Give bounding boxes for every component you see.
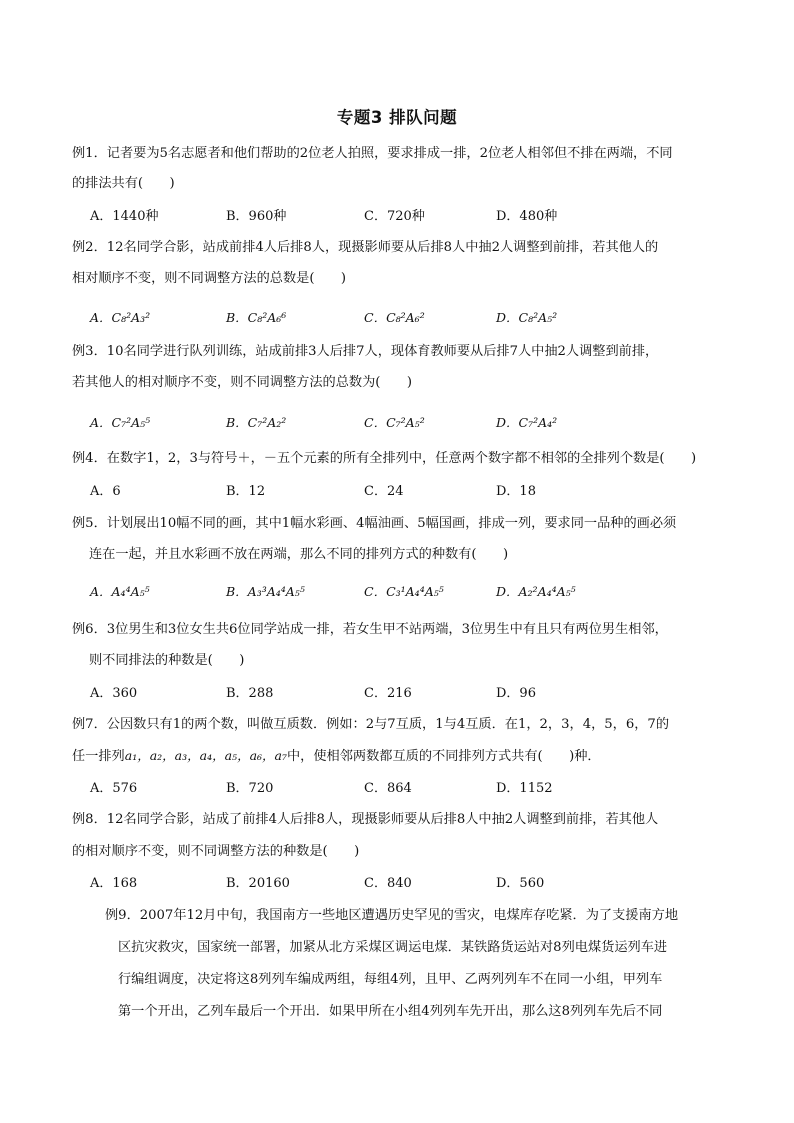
q8-option-c: C．840 xyxy=(364,876,412,891)
q3-option-c xyxy=(364,413,425,434)
q5-option-c xyxy=(364,582,444,603)
q7-option-c: C．864 xyxy=(364,781,412,796)
q6-option-b: B．288 xyxy=(226,686,274,701)
q2-option-d-text: D．C₈²A₅² xyxy=(496,310,558,325)
q2-option-c xyxy=(364,308,425,329)
q7-option-d: D．1152 xyxy=(496,781,553,796)
q2-stem-line-1: 例2．12名同学合影，站成前排4人后排8人，现摄影师要从后排8人中抽2人调整到前排，若其他人的 xyxy=(72,240,659,255)
q5-option-a-text: A．A₄⁴A₅⁵ xyxy=(90,584,150,599)
q8-option-a: A．168 xyxy=(90,876,138,891)
q5-stem-line-1: 例5．计划展出10幅不同的画，其中1幅水彩画、4幅油画、5幅国画，排成一列，要求同一品种的画必须 xyxy=(72,516,677,531)
q3-stem-line-2: 若其他人的相对顺序不变，则不同调整方法的总数为( ) xyxy=(72,375,412,390)
q5-stem-line-2: 连在一起，并且水彩画不放在两端，那么不同的排列方式的种数有( ) xyxy=(89,547,509,562)
q2-option-a-text: A．C₈²A₃² xyxy=(90,310,151,325)
q4-stem-line-1: 例4．在数字1，2，3与符号＋，－五个元素的所有全排列中，任意两个数字都不相邻的全排列个数是( ) xyxy=(72,451,697,466)
q6-option-a: A．360 xyxy=(90,686,138,701)
q7-stem-line-2-pre: 任一排列 xyxy=(72,749,125,764)
q4-option-c: C．24 xyxy=(364,484,404,499)
q3-option-c-text: C．C₇²A₅² xyxy=(364,415,425,430)
q5-option-c-text: C．C₃¹A₄⁴A₅⁵ xyxy=(364,584,444,599)
q6-option-d: D．96 xyxy=(496,686,536,701)
q1-option-a: A．1440种 xyxy=(90,209,159,224)
q2-option-a xyxy=(90,308,150,329)
q9-stem-line-4: 第一个开出，乙列车最后一个开出．如果甲所在小组4列列车先开出，那么这8列列车先后不同 xyxy=(118,1004,663,1019)
q2-option-b-text: B．C₈²A₆⁶ xyxy=(226,310,287,325)
q7-stem-line-2 xyxy=(72,746,732,767)
q9-stem-line-1: 例9．2007年12月中旬，我国南方一些地区遭遇历史罕见的雪灾，电煤库存吃紧．为了支援南方地 xyxy=(105,908,679,923)
q9-stem-line-2: 区抗灾救灾，国家统一部署，加紧从北方采煤区调运电煤．某铁路货运站对8列电煤货运列车进 xyxy=(118,940,668,955)
q7-option-b: B．720 xyxy=(226,781,274,796)
q8-option-d: D．560 xyxy=(496,876,545,891)
q5-option-d xyxy=(496,582,576,603)
q2-option-d xyxy=(496,308,557,329)
q1-option-c: C．720种 xyxy=(364,209,425,224)
q9-stem-line-3: 行编组调度，决定将这8列列车编成两组，每组4列，且甲、乙两列列车不在同一小组，甲列车 xyxy=(118,972,663,987)
q1-stem-line-1: 例1．记者要为5名志愿者和他们帮助的2位老人拍照，要求排成一排，2位老人相邻但不排在两端，不同 xyxy=(72,146,673,161)
page-title: 专题3 排队问题 xyxy=(336,108,458,127)
q4-option-d: D．18 xyxy=(496,484,536,499)
q6-stem-line-2: 则不同排法的种数是( ) xyxy=(89,653,245,668)
q2-option-b xyxy=(226,308,286,329)
q8-stem-line-1: 例8．12名同学合影，站成了前排4人后排8人，现摄影师要从后排8人中抽2人调整到前排，若其他人 xyxy=(72,812,659,827)
q7-permutation-sequence: a₁，a₂，a₃，a₄，a₅，a₆，a₇ xyxy=(124,748,287,763)
q3-stem-line-1: 例3．10名同学进行队列训练，站成前排3人后排7人，现体育教师要从后排7人中抽2人调整到前排， xyxy=(72,344,659,359)
q3-option-d-text: D．C₇²A₄² xyxy=(496,415,558,430)
q7-option-a: A．576 xyxy=(90,781,138,796)
q5-option-a xyxy=(90,582,150,603)
q3-option-a-text: A．C₇²A₅⁵ xyxy=(90,415,151,430)
q7-stem-line-2-post: 中，使相邻两数都互质的不同排列方式共有( )种． xyxy=(287,749,601,764)
q8-stem-line-2: 的相对顺序不变，则不同调整方法的种数是( ) xyxy=(72,844,360,859)
q8-option-b: B．20160 xyxy=(226,876,290,891)
q3-option-d xyxy=(496,413,557,434)
q1-stem-line-2: 的排法共有( ) xyxy=(72,176,175,191)
q2-stem-line-2: 相对顺序不变，则不同调整方法的总数是( ) xyxy=(72,271,347,286)
q6-option-c: C．216 xyxy=(364,686,412,701)
q4-option-a: A．6 xyxy=(90,484,121,499)
q5-option-b-text: B．A₃³A₄⁴A₅⁵ xyxy=(226,584,305,599)
q4-option-b: B．12 xyxy=(226,484,266,499)
q3-option-b xyxy=(226,413,286,434)
q3-option-a xyxy=(90,413,150,434)
q3-option-b-text: B．C₇²A₂² xyxy=(226,415,287,430)
q5-option-d-text: D．A₂²A₄⁴A₅⁵ xyxy=(496,584,576,599)
q7-stem-line-1: 例7．公因数只有1的两个数，叫做互质数．例如：2与7互质，1与4互质．在1，2，3，4，5，6，7的 xyxy=(72,717,670,732)
q5-option-b xyxy=(226,582,305,603)
q1-option-b: B．960种 xyxy=(226,209,287,224)
q1-option-d: D．480种 xyxy=(496,209,558,224)
q2-option-c-text: C．C₈²A₆² xyxy=(364,310,425,325)
q6-stem-line-1: 例6．3位男生和3位女生共6位同学站成一排，若女生甲不站两端，3位男生中有且只有两位男生相邻， xyxy=(72,622,668,637)
